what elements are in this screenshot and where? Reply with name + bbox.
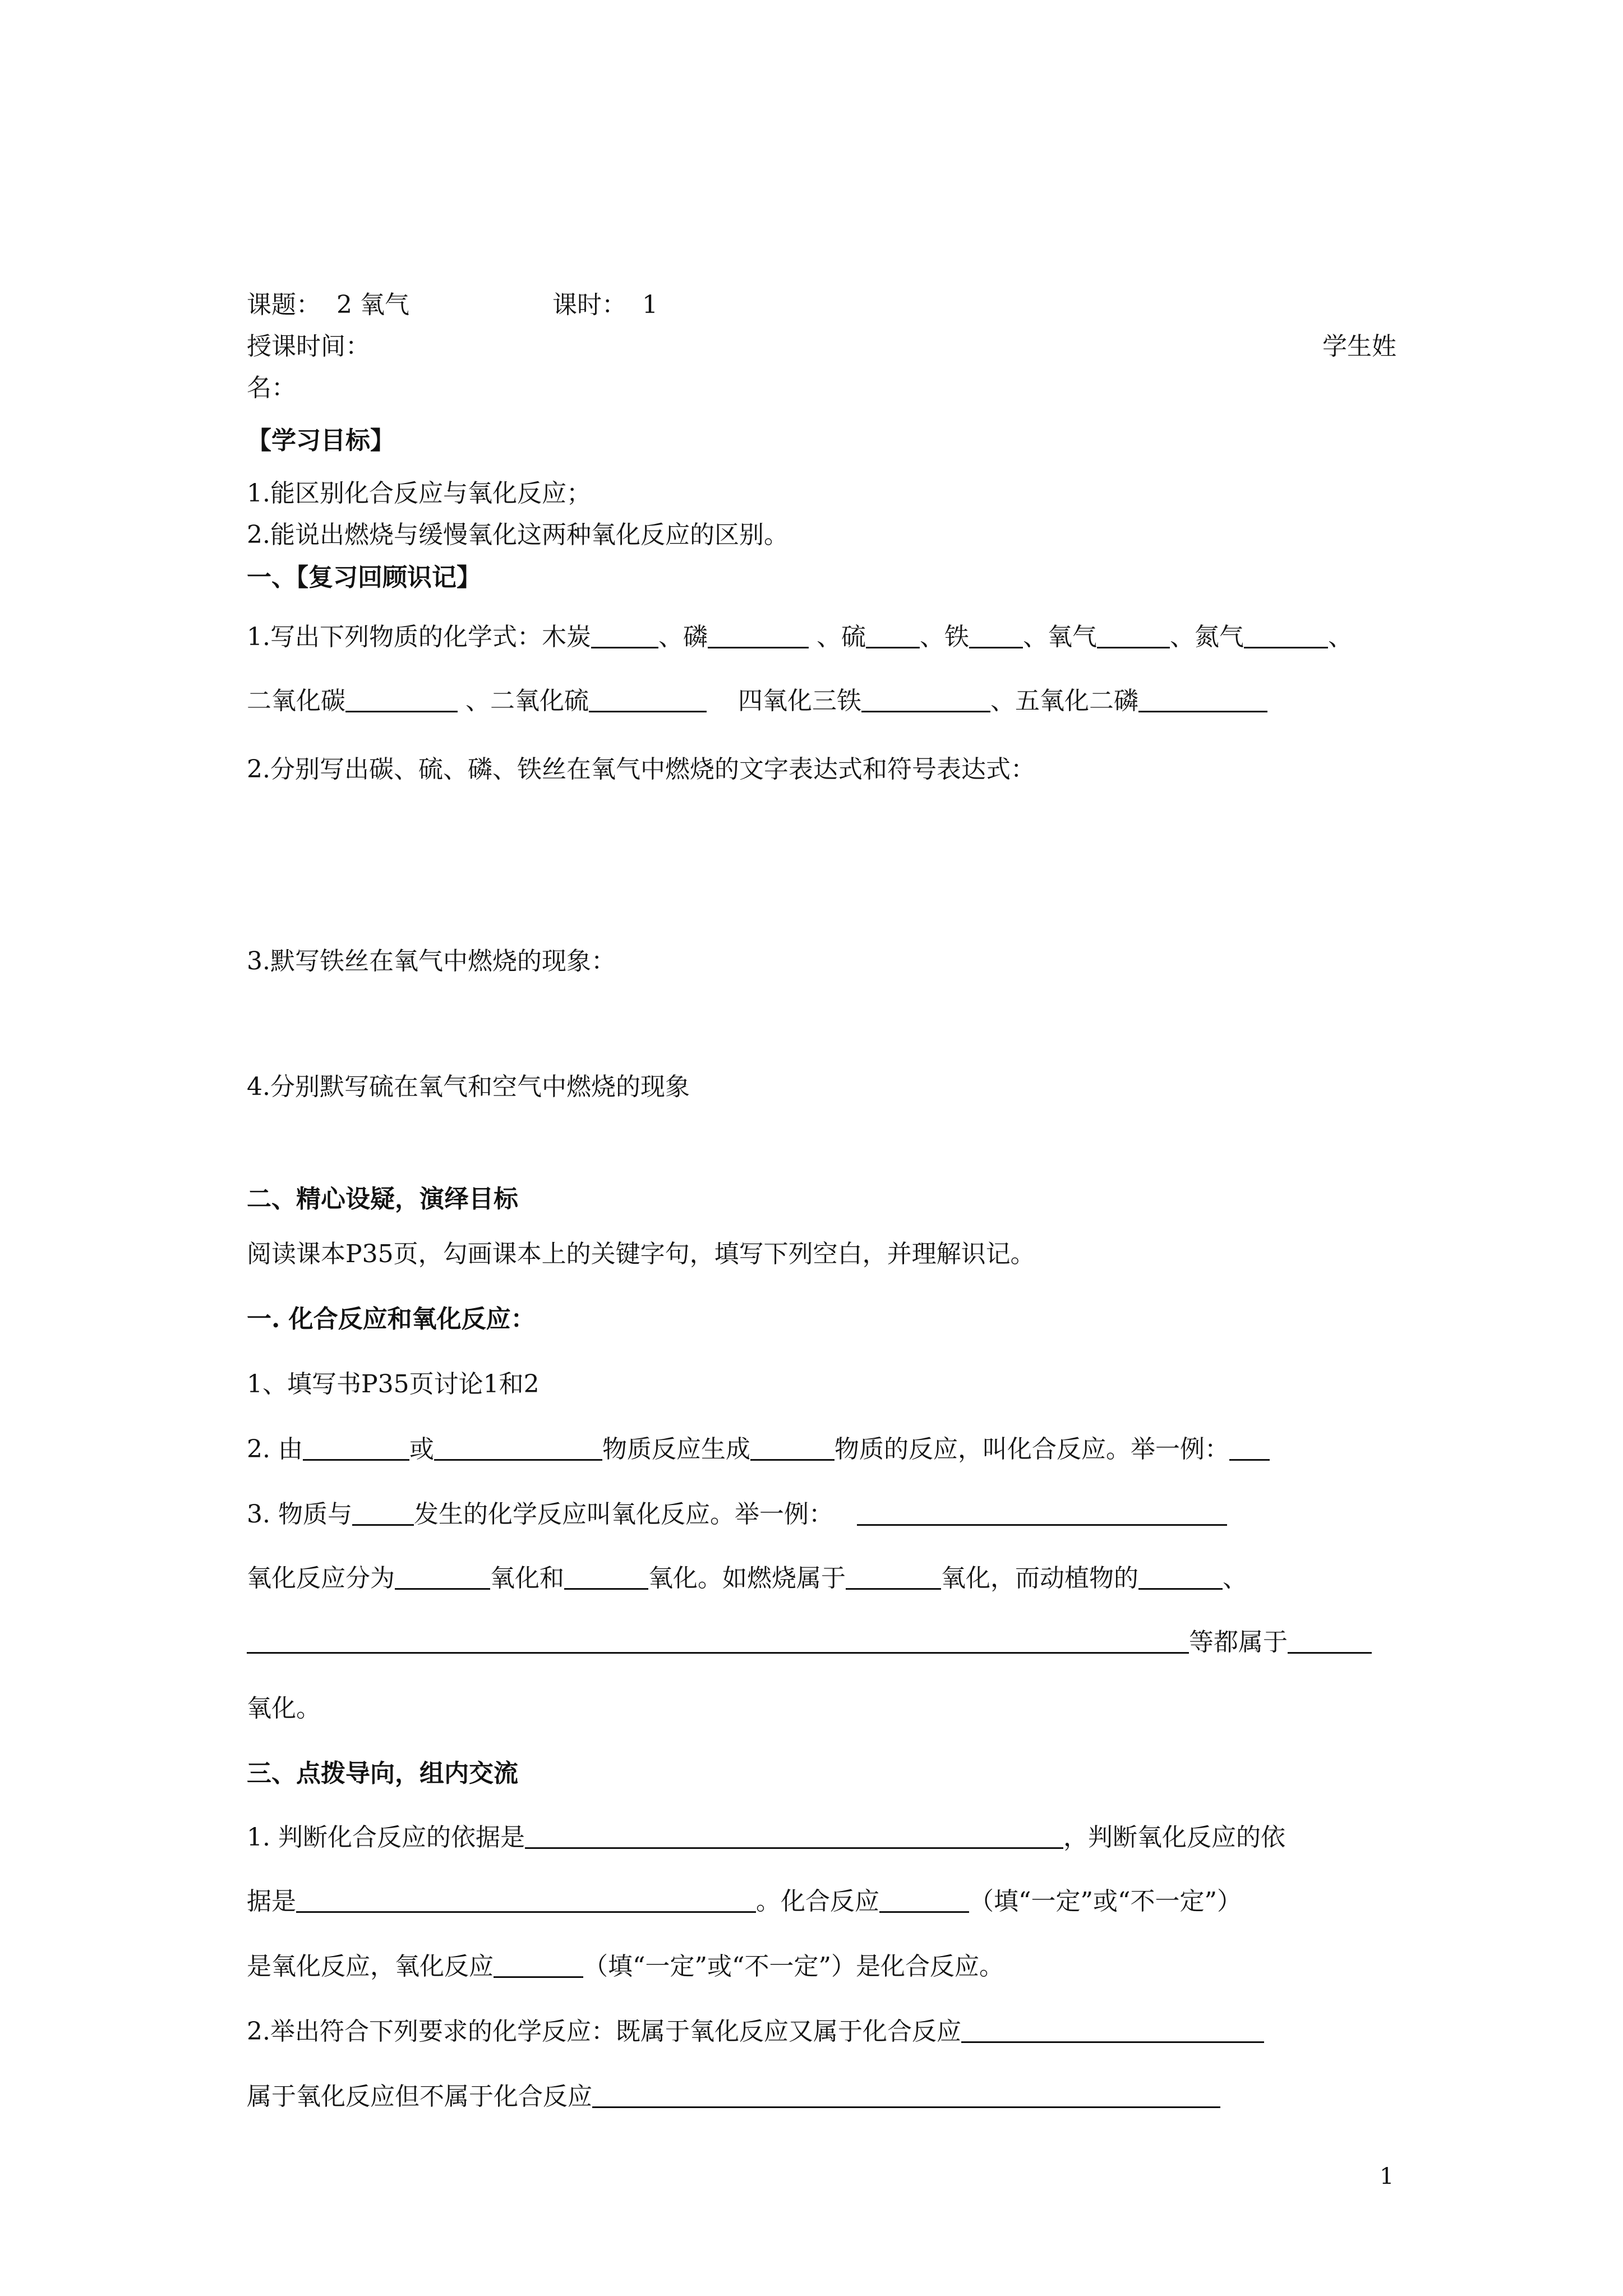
blank-q3b-3[interactable]	[846, 1566, 941, 1590]
q3b-text-d: 氧化，而动植物的	[941, 1564, 1138, 1593]
s3q1-text-e: （填“一定”或“不一定”）	[969, 1887, 1242, 1916]
section2-subtitle: 一. 化合反应和氧化反应：	[247, 1305, 536, 1333]
period	[552, 289, 658, 321]
blank-q2-1[interactable]	[303, 1437, 409, 1461]
blank-p2o5[interactable]	[1138, 688, 1267, 712]
blank-s3q2-2[interactable]	[592, 2084, 1220, 2108]
blank-co2[interactable]	[345, 688, 458, 712]
q3b-text-c: 氧化。如燃烧属于	[648, 1564, 846, 1593]
s3q2-text-a: 2.举出符合下列要求的化学反应：既属于氧化反应又属于化合反应	[247, 2017, 961, 2046]
blank-oxygen[interactable]	[1097, 624, 1170, 648]
header-line-1	[247, 289, 409, 321]
section2-q3	[247, 1499, 1227, 1530]
section3-q1-line2	[247, 1886, 1242, 1917]
label-so2: 、二氧化硫	[458, 687, 589, 715]
q3-text-b: 发生的化学反应叫氧化反应。举一例：	[413, 1500, 833, 1529]
blank-q3b-2[interactable]	[564, 1566, 648, 1590]
s3q1-text-g: （填“一定”或“不一定”）是化合反应。	[583, 1952, 1004, 1981]
label-oxygen: 、氧气	[1022, 623, 1097, 651]
topic-label: 课题：	[247, 291, 321, 319]
blank-charcoal[interactable]	[591, 624, 658, 648]
section2-title: 二、精心设疑，演绎目标	[247, 1185, 518, 1213]
section2-intro: 阅读课本P35页，勾画课本上的关键字句，填写下列空白，并理解识记。	[247, 1240, 1035, 1268]
blank-s3q1-2[interactable]	[296, 1889, 756, 1913]
label-iron: 、铁	[919, 623, 969, 651]
student-label-b: 名：	[247, 374, 296, 402]
section2-q1: 1、填写书P35页讨论1和2	[247, 1370, 540, 1398]
q2-text-a: 2. 由	[247, 1435, 303, 1464]
section2-q2	[247, 1434, 1270, 1465]
blank-q3c-2[interactable]	[1288, 1630, 1372, 1654]
student-label-a: 学生姓	[1322, 332, 1396, 361]
s3q1-text-f: 是氧化反应，氧化反应	[247, 1952, 494, 1981]
review-q1-prefix: 1.写出下列物质的化学式：	[247, 623, 542, 651]
review-title: 一、【复习回顾识记】	[247, 563, 481, 592]
q3-text-a: 3. 物质与	[247, 1500, 352, 1529]
label-phosphorus: 、磷	[658, 623, 708, 651]
blank-q2-2[interactable]	[434, 1437, 602, 1461]
s3q1-text-b: ，判断氧化反应的依	[1063, 1823, 1285, 1852]
blank-s3q1-1[interactable]	[525, 1825, 1063, 1849]
blank-q3c-long[interactable]	[247, 1630, 1189, 1654]
label-co2: 二氧化碳	[247, 687, 345, 715]
section3-q1-line1	[247, 1822, 1285, 1853]
blank-s3q1-3[interactable]	[879, 1889, 969, 1913]
section3-q2-line1	[247, 2016, 1264, 2047]
label-sulfur: 、硫	[808, 623, 866, 651]
time-label: 授课时间：	[247, 332, 370, 361]
blank-s3q2-1[interactable]	[961, 2019, 1264, 2043]
section2-q3b	[247, 1563, 1247, 1594]
s3q1-text-c: 据是	[247, 1887, 296, 1916]
period-label: 课时：	[552, 291, 626, 319]
separator: 、	[1327, 623, 1353, 651]
section2-q3c	[247, 1627, 1372, 1658]
objective-item-2: 2.能说出燃烧与缓慢氧化这两种氧化反应的区别。	[247, 521, 789, 549]
blank-q3b-1[interactable]	[395, 1566, 490, 1590]
blank-phosphorus[interactable]	[708, 624, 809, 648]
objective-item-1: 1.能区别化合反应与氧化反应；	[247, 479, 591, 508]
s3q2-text-b: 属于氧化反应但不属于化合反应	[247, 2082, 592, 2111]
blank-iron[interactable]	[969, 624, 1023, 648]
review-q3: 3.默写铁丝在氧气中燃烧的现象：	[247, 947, 616, 976]
review-q4: 4.分别默写硫在氧气和空气中燃烧的现象	[247, 1073, 690, 1101]
blank-q2-3[interactable]	[750, 1437, 834, 1461]
blank-q2-example[interactable]	[1229, 1437, 1270, 1461]
section3-title: 三、点拨导向，组内交流	[247, 1759, 518, 1788]
page-number: 1	[1380, 2164, 1394, 2189]
section3-q2-line2	[247, 2081, 1220, 2113]
label-p2o5: 、五氧化二磷	[990, 687, 1138, 715]
section3-q1-line3	[247, 1951, 1004, 1982]
blank-s3q1-4[interactable]	[494, 1954, 583, 1978]
review-q2: 2.分别写出碳、硫、磷、铁丝在氧气中燃烧的文字表达式和符号表达式：	[247, 755, 1035, 784]
q3c-text-a: 等都属于	[1189, 1628, 1288, 1657]
blank-q3b-4[interactable]	[1138, 1566, 1223, 1590]
label-fe3o4: 四氧化三铁	[737, 687, 861, 715]
review-q1-line1	[247, 622, 1353, 653]
s3q1-text-d: 。化合反应	[756, 1887, 879, 1916]
blank-fe3o4[interactable]	[861, 688, 990, 712]
q3b-text-b: 氧化和	[490, 1564, 564, 1593]
label-charcoal: 木炭	[541, 623, 591, 651]
review-q1-line2	[247, 685, 1267, 717]
label-nitrogen: 、氮气	[1169, 623, 1244, 651]
section2-q3d: 氧化。	[247, 1694, 321, 1723]
q2-text-b: 或	[409, 1435, 434, 1464]
blank-sulfur[interactable]	[866, 624, 920, 648]
blank-nitrogen[interactable]	[1244, 624, 1328, 648]
blank-so2[interactable]	[589, 688, 707, 712]
period-value: 1	[642, 291, 658, 319]
q3b-text-a: 氧化反应分为	[247, 1564, 395, 1593]
q2-text-d: 物质的反应，叫化合反应。举一例：	[834, 1435, 1229, 1464]
blank-q3-example[interactable]	[857, 1502, 1227, 1526]
q2-text-c: 物质反应生成	[602, 1435, 750, 1464]
s3q1-text-a: 1. 判断化合反应的依据是	[247, 1823, 525, 1852]
blank-q3-1[interactable]	[352, 1502, 414, 1526]
topic-value: 2 氧气	[336, 291, 409, 319]
q3b-text-e: 、	[1223, 1564, 1247, 1593]
objectives-title: 【学习目标】	[247, 426, 395, 455]
